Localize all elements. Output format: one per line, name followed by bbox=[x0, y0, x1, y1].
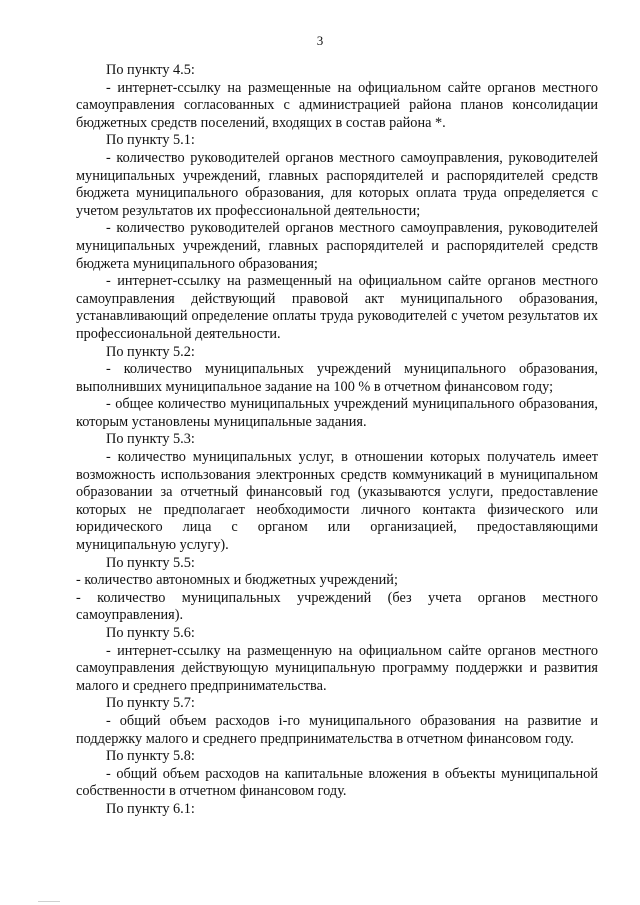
section-item: - количество руководителей органов местного самоуправления, руководителей муниципальных учреждений, главных распорядителей и распорядителей средств бюджета муниципального образования, для которых оплата труда определяется с учетом результатов их профессиональной деятельности; bbox=[76, 149, 598, 219]
section-item: - общий объем расходов на капитальные вложения в объекты муниципальной собственности в отчетном финансовом году. bbox=[76, 765, 598, 800]
section-item: - количество автономных и бюджетных учреждений; bbox=[76, 572, 398, 589]
section-heading: По пункту 5.5: bbox=[106, 554, 195, 571]
section-item: - количество муниципальных учреждений муниципального образования, выполнивших муниципальное задание на 100 % в отчетном финансовом году; bbox=[76, 361, 598, 395]
section-item: - общий объем расходов i-го муниципального образования на развитие и поддержку малого и среднего предпринимательства в отчетном финансовом году. bbox=[76, 712, 598, 747]
section-heading: По пункту 6.1: bbox=[106, 800, 195, 817]
section-heading: По пункту 4.5: bbox=[106, 62, 195, 78]
section-item: - интернет-ссылку на размещенные на официальном сайте органов местного самоуправления согласованных с администрацией района планов консолидации бюджетных средств поселений, входящих в состав района *. bbox=[76, 79, 598, 131]
section-heading: По пункту 5.6: bbox=[106, 625, 195, 641]
section-item: - интернет-ссылку на размещенную на официальном сайте органов местного самоуправления действующую муниципальную программу поддержки и развития малого и среднего предпринимательства. bbox=[76, 642, 598, 694]
section-heading: По пункту 5.1: bbox=[106, 132, 195, 149]
section-heading: По пункту 5.8: bbox=[106, 748, 195, 765]
section-heading: По пункту 5.7: bbox=[106, 695, 195, 712]
section-item: - количество муниципальных учреждений (без учета органов местного самоуправления). bbox=[76, 589, 598, 624]
section-heading: По пункту 5.2: bbox=[106, 343, 195, 360]
section-item: - общее количество муниципальных учреждений муниципального образования, которым установлены муниципальные задания. bbox=[76, 396, 598, 430]
section-item: - количество руководителей органов местного самоуправления, руководителей муниципальных учреждений, главных распорядителей и распорядителей средств бюджета муниципального образования; bbox=[76, 220, 598, 272]
page-number: 3 bbox=[316, 33, 324, 48]
section-item: - интернет-ссылку на размещенный на официальном сайте органов местного самоуправления действующий правовой акт муниципального образования, устанавливающий определение оплаты труда руководителей с учетом результатов их профессиональной деятельности. bbox=[76, 273, 598, 342]
scan-edge-mark bbox=[0, 898, 640, 905]
document-body bbox=[76, 62, 598, 819]
section-heading: По пункту 5.3: bbox=[106, 431, 195, 448]
section-item: - количество муниципальных услуг, в отношении которых получатель имеет возможность использования электронных средств коммуникаций в муниципальном образовании за отчетный финансовый год (указываются услуги, предоставление которых не предполагает необходимости личного контакта физического или юридического лица с органом или организацией, предоставляющими муниципальную услугу). bbox=[76, 449, 598, 554]
